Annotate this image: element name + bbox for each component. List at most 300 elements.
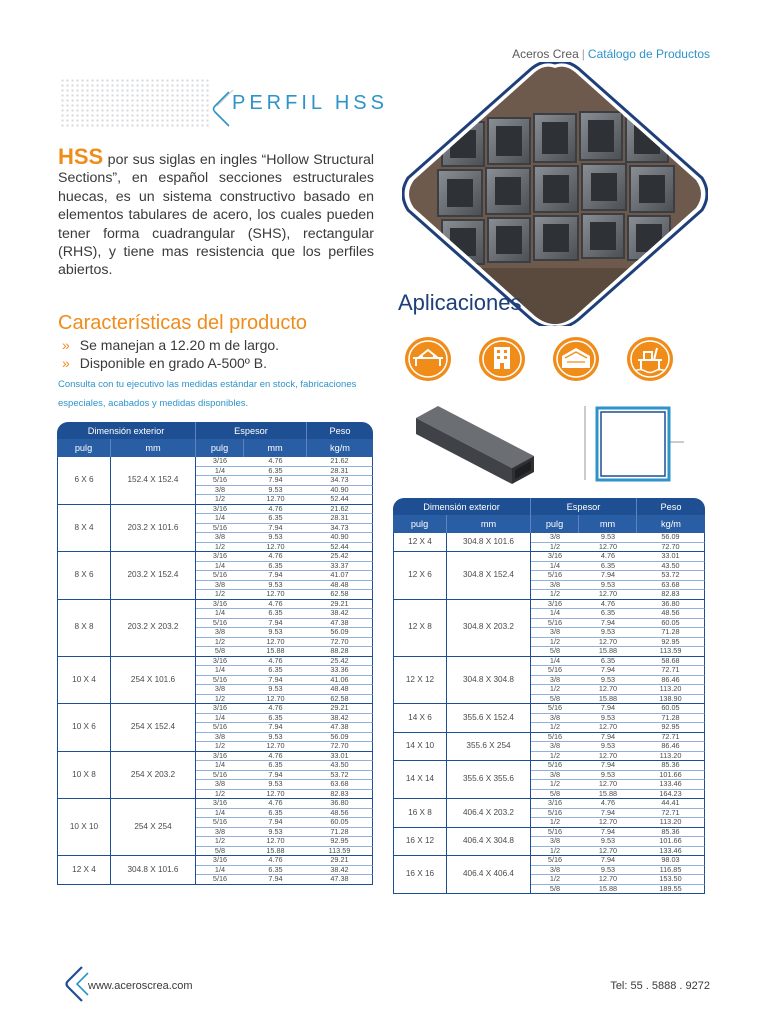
size-pulg: 14 X 10	[393, 733, 447, 762]
table-row	[393, 704, 705, 714]
weight-kgm: 58.68	[637, 657, 705, 667]
thickness-pulg: 1/4	[531, 657, 579, 667]
thickness-mm: 7.94	[579, 571, 637, 581]
thickness-pulg: 3/16	[531, 600, 579, 610]
weight-kgm: 48.48	[307, 581, 373, 591]
right-table-body	[393, 533, 705, 894]
size-mm: 406.4 X 406.4	[447, 856, 531, 894]
thickness-mm: 9.53	[244, 486, 307, 496]
page-header	[512, 47, 710, 61]
weight-kgm: 33.01	[307, 752, 373, 762]
size-pulg: 6 X 6	[57, 457, 111, 505]
thickness-pulg: 5/16	[531, 856, 579, 866]
thickness-mm: 6.35	[579, 562, 637, 572]
thickness-pulg: 1/2	[196, 742, 244, 752]
thickness-mm: 9.53	[579, 676, 637, 686]
thickness-mm: 6.35	[579, 657, 637, 667]
weight-kgm: 63.68	[637, 581, 705, 591]
subheader-kgm: kg/m	[637, 515, 705, 533]
thickness-pulg: 3/8	[531, 866, 579, 876]
size-mm: 203.2 X 152.4	[111, 552, 196, 600]
thickness-pulg: 1/4	[531, 562, 579, 572]
thickness-pulg: 5/16	[196, 476, 244, 486]
size-mm: 254 X 203.2	[111, 752, 196, 800]
weight-kgm: 25.42	[307, 657, 373, 667]
thickness-pulg: 1/2	[531, 818, 579, 828]
weight-kgm: 52.44	[307, 543, 373, 553]
thickness-pulg: 1/2	[531, 875, 579, 885]
warehouse-icon	[550, 334, 602, 384]
thickness-mm: 4.76	[579, 799, 637, 809]
weight-kgm: 72.71	[637, 666, 705, 676]
weight-kgm: 40.90	[307, 486, 373, 496]
weight-kgm: 41.07	[307, 571, 373, 581]
dimensions-table-right	[393, 498, 705, 894]
weight-kgm: 133.46	[637, 847, 705, 857]
weight-kgm: 101.66	[637, 771, 705, 781]
weight-kgm: 85.36	[637, 828, 705, 838]
size-mm: 355.6 X 355.6	[447, 761, 531, 799]
thickness-pulg: 3/16	[196, 657, 244, 667]
weight-kgm: 34.73	[307, 476, 373, 486]
weight-kgm: 92.95	[307, 837, 373, 847]
thickness-pulg: 3/16	[196, 600, 244, 610]
header-dimension: Dimensión exterior	[57, 422, 196, 439]
thickness-pulg: 5/8	[531, 790, 579, 800]
weight-kgm: 92.95	[637, 723, 705, 733]
thickness-pulg: 1/4	[196, 467, 244, 477]
thickness-mm: 7.94	[244, 818, 307, 828]
thickness-pulg: 3/8	[196, 828, 244, 838]
weight-kgm: 98.03	[637, 856, 705, 866]
thickness-pulg: 5/16	[531, 809, 579, 819]
thickness-mm: 7.94	[579, 619, 637, 629]
thickness-pulg: 5/16	[531, 704, 579, 714]
weight-kgm: 164.23	[637, 790, 705, 800]
weight-kgm: 38.42	[307, 866, 373, 876]
size-mm: 406.4 X 203.2	[447, 799, 531, 828]
weight-kgm: 47.38	[307, 619, 373, 629]
size-mm: 304.8 X 203.2	[447, 600, 531, 657]
size-pulg: 16 X 12	[393, 828, 447, 857]
thickness-mm: 12.70	[579, 780, 637, 790]
size-mm: 152.4 X 152.4	[111, 457, 196, 505]
weight-kgm: 86.46	[637, 676, 705, 686]
characteristics-list	[62, 336, 279, 372]
thickness-mm: 7.94	[579, 828, 637, 838]
thickness-mm: 12.70	[579, 818, 637, 828]
weight-kgm: 40.90	[307, 533, 373, 543]
thickness-mm: 6.35	[244, 562, 307, 572]
thickness-mm: 12.70	[579, 590, 637, 600]
weight-kgm: 44.41	[637, 799, 705, 809]
thickness-mm: 4.76	[244, 704, 307, 714]
thickness-pulg: 1/2	[531, 543, 579, 553]
weight-kgm: 38.42	[307, 609, 373, 619]
weight-kgm: 82.83	[637, 590, 705, 600]
thickness-mm: 9.53	[244, 828, 307, 838]
table-row	[393, 828, 705, 838]
weight-kgm: 60.05	[637, 704, 705, 714]
thickness-mm: 7.94	[579, 761, 637, 771]
size-pulg: 12 X 6	[393, 552, 447, 600]
thickness-mm: 4.76	[244, 856, 307, 866]
thickness-pulg: 5/16	[196, 771, 244, 781]
header-dimension: Dimensión exterior	[393, 498, 531, 515]
thickness-mm: 9.53	[579, 771, 637, 781]
subheader-mm: mm	[447, 515, 531, 533]
weight-kgm: 62.58	[307, 695, 373, 705]
thickness-pulg: 1/2	[196, 790, 244, 800]
thickness-mm: 12.70	[579, 723, 637, 733]
thickness-pulg: 1/2	[531, 847, 579, 857]
thickness-pulg: 1/2	[531, 752, 579, 762]
thickness-mm: 6.35	[244, 866, 307, 876]
characteristics-title: Características del producto	[58, 312, 308, 334]
weight-kgm: 56.09	[307, 733, 373, 743]
size-pulg: 12 X 4	[393, 533, 447, 552]
weight-kgm: 41.06	[307, 676, 373, 686]
thickness-mm: 9.53	[244, 733, 307, 743]
weight-kgm: 47.38	[307, 875, 373, 885]
website-link[interactable]: www.aceroscrea.com	[88, 980, 193, 992]
thickness-pulg: 5/16	[196, 524, 244, 534]
intro-paragraph	[58, 144, 374, 280]
size-pulg: 8 X 4	[57, 505, 111, 553]
thickness-pulg: 1/2	[196, 638, 244, 648]
weight-kgm: 53.72	[307, 771, 373, 781]
thickness-mm: 12.70	[244, 742, 307, 752]
size-pulg: 16 X 16	[393, 856, 447, 894]
thickness-mm: 7.94	[579, 856, 637, 866]
thickness-pulg: 3/8	[196, 685, 244, 695]
header-weight: Peso	[637, 498, 705, 515]
thickness-mm: 7.94	[244, 571, 307, 581]
size-pulg: 12 X 4	[57, 856, 111, 885]
thickness-mm: 7.94	[244, 476, 307, 486]
thickness-mm: 12.70	[244, 495, 307, 505]
weight-kgm: 71.28	[637, 628, 705, 638]
thickness-mm: 4.76	[244, 799, 307, 809]
size-pulg: 14 X 14	[393, 761, 447, 799]
thickness-pulg: 3/8	[196, 780, 244, 790]
size-mm: 254 X 101.6	[111, 657, 196, 705]
weight-kgm: 138.90	[637, 695, 705, 705]
thickness-mm: 12.70	[579, 543, 637, 553]
weight-kgm: 38.42	[307, 714, 373, 724]
catalog-label: Catálogo de Productos	[587, 47, 710, 61]
characteristic-item: » Disponible en grado A-500º B.	[62, 354, 279, 372]
weight-kgm: 43.50	[637, 562, 705, 572]
thickness-mm: 9.53	[244, 533, 307, 543]
thickness-pulg: 3/16	[196, 552, 244, 562]
header-thickness: Espesor	[531, 498, 637, 515]
weight-kgm: 82.83	[307, 790, 373, 800]
thickness-pulg: 3/8	[196, 581, 244, 591]
thickness-mm: 4.76	[579, 600, 637, 610]
table-row	[393, 856, 705, 866]
thickness-mm: 4.76	[244, 505, 307, 515]
thickness-pulg: 1/4	[196, 609, 244, 619]
weight-kgm: 36.80	[307, 799, 373, 809]
thickness-pulg: 1/4	[531, 609, 579, 619]
weight-kgm: 25.42	[307, 552, 373, 562]
weight-kgm: 88.28	[307, 647, 373, 657]
size-pulg: 14 X 6	[393, 704, 447, 733]
weight-kgm: 92.95	[637, 638, 705, 648]
thickness-mm: 12.70	[579, 875, 637, 885]
thickness-pulg: 5/8	[531, 885, 579, 895]
subheader-mm: mm	[111, 439, 196, 457]
thickness-pulg: 3/16	[196, 457, 244, 467]
size-mm: 304.8 X 101.6	[447, 533, 531, 552]
thickness-pulg: 5/16	[531, 619, 579, 629]
header-thickness: Espesor	[196, 422, 307, 439]
left-table-body	[57, 457, 373, 885]
weight-kgm: 71.28	[637, 714, 705, 724]
dot-pattern-decoration	[60, 78, 210, 128]
weight-kgm: 60.05	[307, 818, 373, 828]
thickness-mm: 12.70	[579, 752, 637, 762]
header-separator: |	[581, 47, 585, 61]
thickness-mm: 12.70	[244, 837, 307, 847]
size-mm: 406.4 X 304.8	[447, 828, 531, 857]
weight-kgm: 72.70	[307, 638, 373, 648]
table-row	[393, 600, 705, 610]
thickness-mm: 7.94	[579, 809, 637, 819]
thickness-mm: 7.94	[244, 875, 307, 885]
thickness-pulg: 3/16	[531, 799, 579, 809]
thickness-pulg: 3/8	[196, 486, 244, 496]
thickness-mm: 9.53	[244, 628, 307, 638]
thickness-mm: 6.35	[244, 467, 307, 477]
size-pulg: 16 X 8	[393, 799, 447, 828]
thickness-pulg: 1/2	[196, 590, 244, 600]
weight-kgm: 29.21	[307, 704, 373, 714]
thickness-mm: 7.94	[244, 723, 307, 733]
thickness-mm: 4.76	[244, 657, 307, 667]
thickness-pulg: 1/2	[531, 723, 579, 733]
intro-text: por sus siglas en ingles “Hollow Structural Sections”, en español secciones estructurales huecas, es un sistema constructivo basado en elementos tabulares de acero, los cuales pueden tener forma cuadrangular (SHS), rectangular (RHS), y tiene mas resistencia que los perfiles abiertos.	[58, 152, 374, 279]
weight-kgm: 113.20	[637, 818, 705, 828]
thickness-mm: 7.94	[244, 676, 307, 686]
thickness-mm: 4.76	[244, 752, 307, 762]
thickness-mm: 15.88	[579, 647, 637, 657]
thickness-pulg: 3/8	[531, 837, 579, 847]
thickness-mm: 9.53	[579, 742, 637, 752]
weight-kgm: 28.31	[307, 514, 373, 524]
thickness-pulg: 5/16	[196, 571, 244, 581]
size-pulg: 8 X 8	[57, 600, 111, 657]
hss-tubes-photo	[402, 62, 708, 326]
size-pulg: 10 X 4	[57, 657, 111, 705]
weight-kgm: 34.73	[307, 524, 373, 534]
thickness-pulg: 5/16	[531, 571, 579, 581]
weight-kgm: 72.70	[307, 742, 373, 752]
weight-kgm: 56.09	[307, 628, 373, 638]
thickness-pulg: 1/2	[531, 638, 579, 648]
thickness-pulg: 5/16	[531, 666, 579, 676]
thickness-pulg: 5/8	[196, 847, 244, 857]
thickness-mm: 7.94	[244, 524, 307, 534]
applications-title: Aplicaciones	[398, 290, 522, 315]
weight-kgm: 48.56	[307, 809, 373, 819]
weight-kgm: 72.71	[637, 809, 705, 819]
thickness-pulg: 5/16	[196, 676, 244, 686]
weight-kgm: 71.28	[307, 828, 373, 838]
size-pulg: 12 X 12	[393, 657, 447, 705]
thickness-pulg: 5/16	[196, 723, 244, 733]
thickness-pulg: 1/4	[196, 714, 244, 724]
thickness-pulg: 3/16	[196, 799, 244, 809]
thickness-mm: 4.76	[244, 552, 307, 562]
offshore-platform-icon	[624, 334, 676, 384]
thickness-pulg: 1/4	[196, 761, 244, 771]
building-icon	[476, 334, 528, 384]
weight-kgm: 36.80	[637, 600, 705, 610]
intro-lead: HSS	[58, 144, 104, 169]
weight-kgm: 60.05	[637, 619, 705, 629]
dimensions-table-left	[57, 422, 373, 885]
size-pulg: 10 X 8	[57, 752, 111, 800]
thickness-mm: 6.35	[244, 514, 307, 524]
thickness-mm: 12.70	[579, 847, 637, 857]
weight-kgm: 62.58	[307, 590, 373, 600]
weight-kgm: 33.37	[307, 562, 373, 572]
subheader-pulg: pulg	[393, 515, 447, 533]
thickness-mm: 9.53	[579, 837, 637, 847]
subheader-kgm: kg/m	[307, 439, 373, 457]
characteristic-item: » Se manejan a 12.20 m de largo.	[62, 336, 279, 354]
thickness-pulg: 3/8	[531, 714, 579, 724]
thickness-mm: 6.35	[579, 609, 637, 619]
weight-kgm: 29.21	[307, 856, 373, 866]
thickness-mm: 7.94	[579, 666, 637, 676]
thickness-mm: 12.70	[579, 638, 637, 648]
thickness-pulg: 5/16	[531, 761, 579, 771]
thickness-mm: 9.53	[244, 780, 307, 790]
thickness-mm: 6.35	[244, 609, 307, 619]
thickness-pulg: 3/8	[196, 628, 244, 638]
size-mm: 355.6 X 152.4	[447, 704, 531, 733]
thickness-pulg: 3/8	[196, 733, 244, 743]
subheader-mm: mm	[244, 439, 307, 457]
thickness-mm: 12.70	[244, 590, 307, 600]
thickness-mm: 9.53	[579, 581, 637, 591]
weight-kgm: 189.55	[637, 885, 705, 895]
thickness-pulg: 1/2	[196, 543, 244, 553]
stock-note: Consulta con tu ejecutivo las medidas estándar en stock, fabricaciones especiales, acabados y medidas disponibles.	[58, 379, 357, 409]
thickness-pulg: 1/4	[196, 666, 244, 676]
weight-kgm: 86.46	[637, 742, 705, 752]
thickness-mm: 12.70	[579, 685, 637, 695]
thickness-mm: 9.53	[579, 866, 637, 876]
thickness-pulg: 3/8	[531, 742, 579, 752]
thickness-mm: 12.70	[244, 638, 307, 648]
cross-section-diagram	[584, 404, 686, 484]
weight-kgm: 21.62	[307, 457, 373, 467]
thickness-pulg: 1/2	[531, 780, 579, 790]
thickness-pulg: 5/16	[196, 818, 244, 828]
thickness-mm: 9.53	[579, 533, 637, 543]
thickness-mm: 7.94	[244, 771, 307, 781]
thickness-pulg: 3/16	[196, 505, 244, 515]
thickness-mm: 6.35	[244, 714, 307, 724]
thickness-mm: 9.53	[579, 714, 637, 724]
thickness-mm: 6.35	[244, 666, 307, 676]
thickness-pulg: 5/8	[531, 695, 579, 705]
thickness-mm: 15.88	[579, 790, 637, 800]
page-title: PERFIL HSS	[232, 92, 388, 114]
weight-kgm: 33.36	[307, 666, 373, 676]
thickness-mm: 4.76	[244, 457, 307, 467]
weight-kgm: 85.36	[637, 761, 705, 771]
weight-kgm: 101.66	[637, 837, 705, 847]
size-mm: 203.2 X 203.2	[111, 600, 196, 657]
thickness-pulg: 5/8	[531, 647, 579, 657]
size-pulg: 10 X 6	[57, 704, 111, 752]
size-mm: 304.8 X 304.8	[447, 657, 531, 705]
thickness-pulg: 3/8	[531, 676, 579, 686]
thickness-pulg: 5/16	[531, 828, 579, 838]
thickness-mm: 9.53	[244, 581, 307, 591]
thickness-mm: 9.53	[579, 628, 637, 638]
weight-kgm: 48.48	[307, 685, 373, 695]
weight-kgm: 47.38	[307, 723, 373, 733]
thickness-pulg: 1/2	[531, 685, 579, 695]
size-mm: 203.2 X 101.6	[111, 505, 196, 553]
weight-kgm: 113.59	[307, 847, 373, 857]
weight-kgm: 52.44	[307, 495, 373, 505]
subheader-mm: mm	[579, 515, 637, 533]
thickness-pulg: 1/2	[196, 695, 244, 705]
thickness-mm: 9.53	[244, 685, 307, 695]
subheader-pulg: pulg	[57, 439, 111, 457]
bridge-icon	[402, 334, 454, 384]
thickness-pulg: 1/4	[196, 866, 244, 876]
thickness-mm: 15.88	[579, 885, 637, 895]
table-row	[393, 533, 705, 543]
thickness-pulg: 5/16	[196, 875, 244, 885]
size-mm: 254 X 152.4	[111, 704, 196, 752]
phone-number: Tel: 55 . 5888 . 9272	[610, 980, 710, 992]
table-row	[393, 552, 705, 562]
thickness-pulg: 3/16	[196, 856, 244, 866]
thickness-pulg: 3/16	[196, 704, 244, 714]
thickness-pulg: 3/16	[196, 752, 244, 762]
thickness-mm: 6.35	[244, 761, 307, 771]
weight-kgm: 33.01	[637, 552, 705, 562]
thickness-pulg: 5/16	[196, 619, 244, 629]
thickness-pulg: 3/8	[531, 771, 579, 781]
size-mm: 304.8 X 152.4	[447, 552, 531, 600]
thickness-mm: 12.70	[244, 543, 307, 553]
thickness-mm: 15.88	[244, 847, 307, 857]
size-mm: 304.8 X 101.6	[111, 856, 196, 885]
rectangular-tube-illustration	[408, 400, 536, 486]
thickness-pulg: 1/2	[196, 837, 244, 847]
thickness-pulg: 1/2	[531, 590, 579, 600]
size-pulg: 8 X 6	[57, 552, 111, 600]
thickness-mm: 15.88	[579, 695, 637, 705]
weight-kgm: 113.59	[637, 647, 705, 657]
thickness-mm: 7.94	[579, 733, 637, 743]
header-weight: Peso	[307, 422, 373, 439]
weight-kgm: 116.85	[637, 866, 705, 876]
thickness-pulg: 3/16	[531, 552, 579, 562]
weight-kgm: 133.46	[637, 780, 705, 790]
thickness-mm: 6.35	[244, 809, 307, 819]
